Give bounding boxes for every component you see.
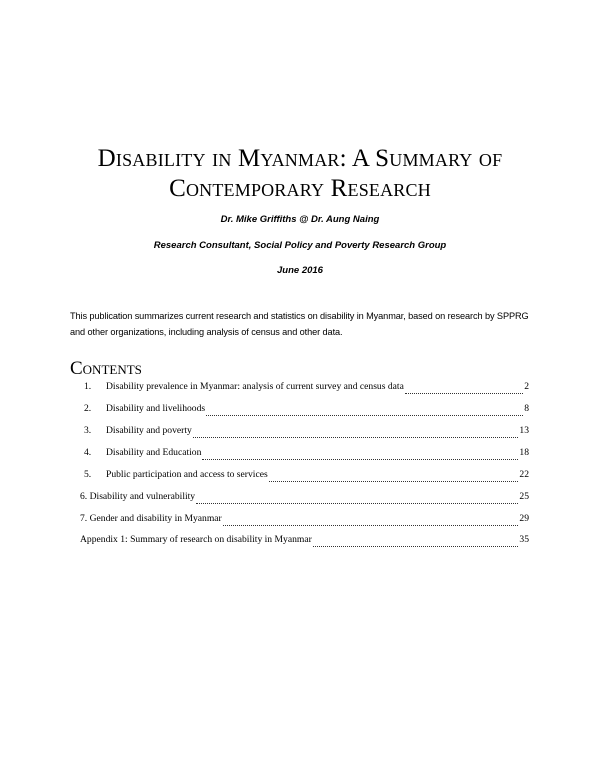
toc-entry-page: 18 bbox=[519, 447, 529, 458]
toc-entry[interactable] bbox=[84, 381, 529, 399]
toc-leader-dots bbox=[193, 430, 519, 438]
toc-entry-label: 7. Gender and disability in Myanmar bbox=[80, 513, 222, 524]
toc-entry-number: 3. bbox=[84, 425, 92, 436]
toc-entry-number: 4. bbox=[84, 447, 92, 458]
toc-leader-dots bbox=[202, 452, 518, 460]
toc-entry-number: 2. bbox=[84, 403, 92, 414]
toc-entry-page: 2 bbox=[524, 381, 529, 392]
toc-entry-page: 13 bbox=[519, 425, 529, 436]
toc-entry-page: 29 bbox=[519, 513, 529, 524]
toc-entry[interactable] bbox=[80, 491, 529, 509]
toc-leader-dots bbox=[269, 474, 519, 482]
toc-leader-dots bbox=[196, 496, 518, 504]
toc-entry-label: 6. Disability and vulnerability bbox=[80, 491, 196, 502]
toc-entry[interactable] bbox=[80, 513, 529, 531]
toc-entry-label: Public participation and access to services bbox=[106, 469, 268, 480]
publication-date: June 2016 bbox=[277, 265, 323, 276]
toc-entry-page: 25 bbox=[519, 491, 529, 502]
toc-entry-number: 5. bbox=[84, 469, 92, 480]
affiliation-line: Research Consultant, Social Policy and Poverty Research Group bbox=[153, 240, 447, 251]
document-title-line-2: Contemporary Research bbox=[169, 175, 431, 202]
toc-entry-page: 35 bbox=[519, 534, 529, 545]
toc-entry-page: 8 bbox=[524, 403, 529, 414]
toc-entry[interactable] bbox=[84, 447, 529, 465]
toc-entry-label: Disability prevalence in Myanmar: analysis of current survey and census data bbox=[106, 381, 404, 392]
toc-entry[interactable] bbox=[80, 534, 529, 552]
toc-entry-label: Disability and livelihoods bbox=[106, 403, 206, 414]
toc-entry-label: Appendix 1: Summary of research on disability in Myanmar bbox=[80, 534, 312, 545]
toc-entry-label: Disability and Education bbox=[106, 447, 202, 458]
toc-leader-dots bbox=[313, 539, 519, 547]
toc-leader-dots bbox=[223, 518, 519, 526]
author-line: Dr. Mike Griffiths @ Dr. Aung Naing bbox=[220, 214, 380, 225]
document-title-line-1: Disability in Myanmar: A Summary of bbox=[97, 145, 503, 172]
toc-entry[interactable] bbox=[84, 469, 529, 487]
toc-entry-label: Disability and poverty bbox=[106, 425, 192, 436]
toc-entry[interactable] bbox=[84, 425, 529, 443]
toc-leader-dots bbox=[405, 386, 523, 394]
toc-entry-number: 1. bbox=[84, 381, 92, 392]
summary-paragraph: This publication summarizes current research and statistics on disability in Myanmar, based on research by SPPRG and other organizations, including analysis of census and other data. bbox=[70, 311, 529, 337]
toc-leader-dots bbox=[206, 408, 523, 416]
contents-heading: Contents bbox=[70, 358, 142, 379]
toc-entry[interactable] bbox=[84, 403, 529, 421]
toc-entry-page: 22 bbox=[519, 469, 529, 480]
